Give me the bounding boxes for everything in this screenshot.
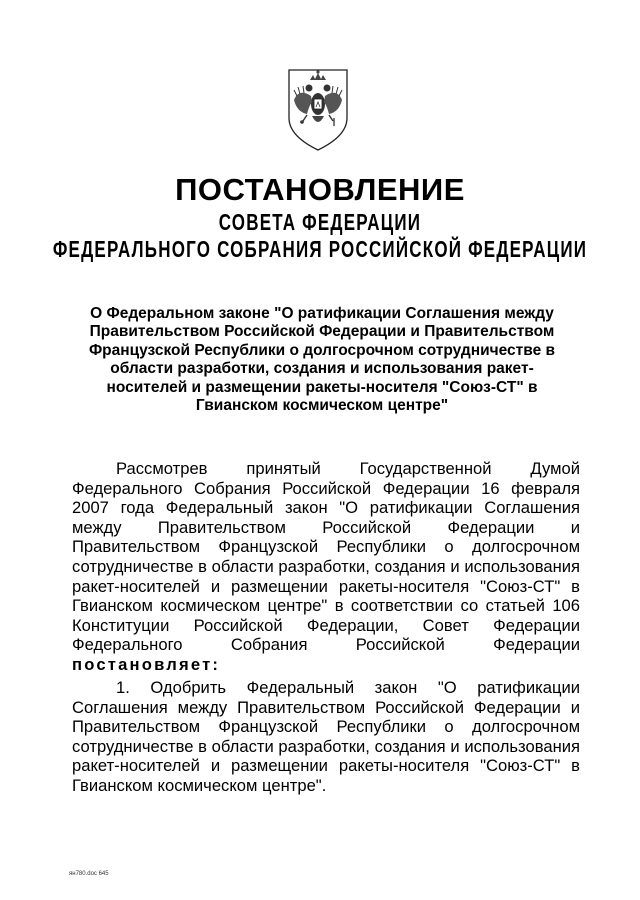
- resolution-heading: О Федеральном законе "О ратификации Соглашения между Правительством Российской Федерации и Правительством Французской Республики о долгосрочном сотрудничестве в области разработки, создания и использования ракет-носителей и размещении ракеты-носителя "Союз-СТ" в Гвианском космическом центре": [88, 305, 556, 415]
- preamble-text: Рассмотрев принятый Государственной Думой Федерального Собрания Российской Федерации 16 февраля 2007 года Федеральный закон "О ратификации Соглашения между Правительством Российской Федерации и Правительством Французской Республики о долгосрочном сотрудничестве в области разработки, создания и использования ракет-носителей и размещении ракеты-носителя "Союз-СТ" в Гвианском космическом центре" в соответствии со статьей 106 Конституции Российской Федерации, Совет Федерации Федерального Собрания Российской Федерации: [72, 459, 580, 655]
- subtitle-line-1: СОВЕТА ФЕДЕРАЦИИ: [218, 209, 422, 236]
- paragraph-preamble: [72, 459, 580, 675]
- footer-code: ян780.doc 645: [69, 871, 109, 877]
- subtitle-line-2: ФЕДЕРАЛЬНОГО СОБРАНИЯ РОССИЙСКОЙ ФЕДЕРАЦИИ: [52, 236, 588, 263]
- item-1-text: 1. Одобрить Федеральный закон "О ратификации Соглашения между Правительством Российской Федерации и Правительством Французской Республики о долгосрочном сотрудничестве в области разработки, создания и использования ракет-носителей и размещении ракеты-носителя "Союз-СТ" в Гвианском космическом центре".: [72, 678, 580, 795]
- paragraph-item-1: [72, 678, 580, 796]
- coat-of-arms-icon: [285, 66, 351, 152]
- document-title: ПОСТАНОВЛЕНИЕ: [175, 172, 465, 207]
- resolves-emphasis: постановляет:: [72, 654, 221, 674]
